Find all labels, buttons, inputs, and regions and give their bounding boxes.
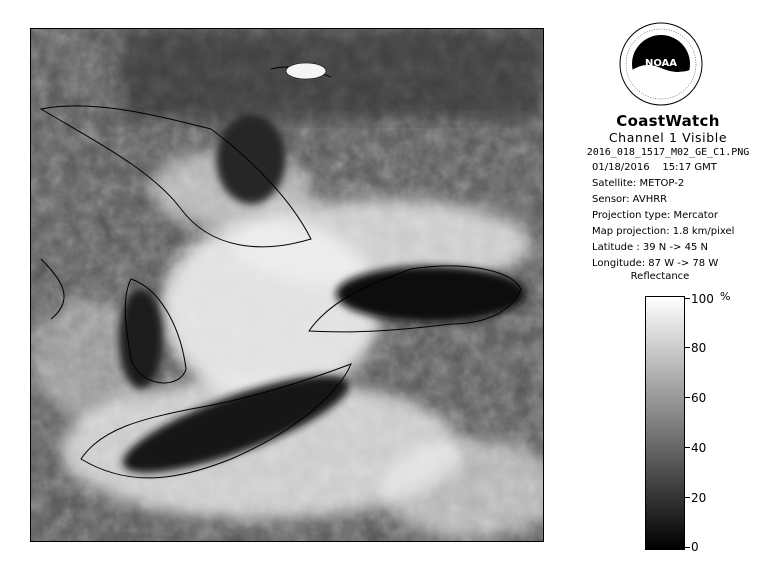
colorbar-tick-label: 100: [691, 292, 714, 306]
colorbar-tick-label: 80: [691, 341, 707, 355]
colorbar-tick: [684, 298, 690, 299]
colorbar-unit: %: [720, 290, 731, 303]
product-title: CoastWatch: [616, 112, 720, 130]
colorbar-label: Reflectance: [630, 271, 690, 282]
colorbar-tick-label: 40: [691, 441, 707, 455]
map-projection-line: Map projection: 1.8 km/pixel: [592, 226, 735, 237]
reflectance-colorbar: [645, 296, 685, 550]
satellite-image: [30, 28, 544, 542]
colorbar-tick-label: 20: [691, 491, 707, 505]
acquisition-time: 15:17 GMT: [662, 162, 717, 173]
logo-text: NOAA: [644, 58, 678, 69]
noaa-logo: [619, 22, 703, 106]
filename: 2016_018_1517_M02_GE_C1.PNG: [586, 147, 750, 158]
longitude-line: Longitude: 87 W -> 78 W: [592, 258, 719, 269]
colorbar-tick: [684, 397, 690, 398]
acquisition-datetime: [592, 162, 717, 173]
satellite-line: Satellite: METOP-2: [592, 178, 685, 189]
colorbar-tick-label: 60: [691, 391, 707, 405]
colorbar-tick: [684, 447, 690, 448]
satellite-imagery-svg: [31, 29, 543, 541]
sensor-line: Sensor: AVHRR: [592, 194, 668, 205]
channel-subtitle: Channel 1 Visible: [608, 130, 728, 145]
colorbar-tick: [684, 497, 690, 498]
projection-type-line: Projection type: Mercator: [592, 210, 718, 221]
latitude-line: Latitude : 39 N -> 45 N: [592, 242, 708, 253]
noaa-logo-icon: [619, 22, 703, 106]
colorbar-tick-label: 0: [691, 540, 699, 554]
acquisition-date: 01/18/2016: [592, 162, 650, 173]
colorbar-tick: [684, 347, 690, 348]
colorbar-tick: [684, 547, 690, 548]
